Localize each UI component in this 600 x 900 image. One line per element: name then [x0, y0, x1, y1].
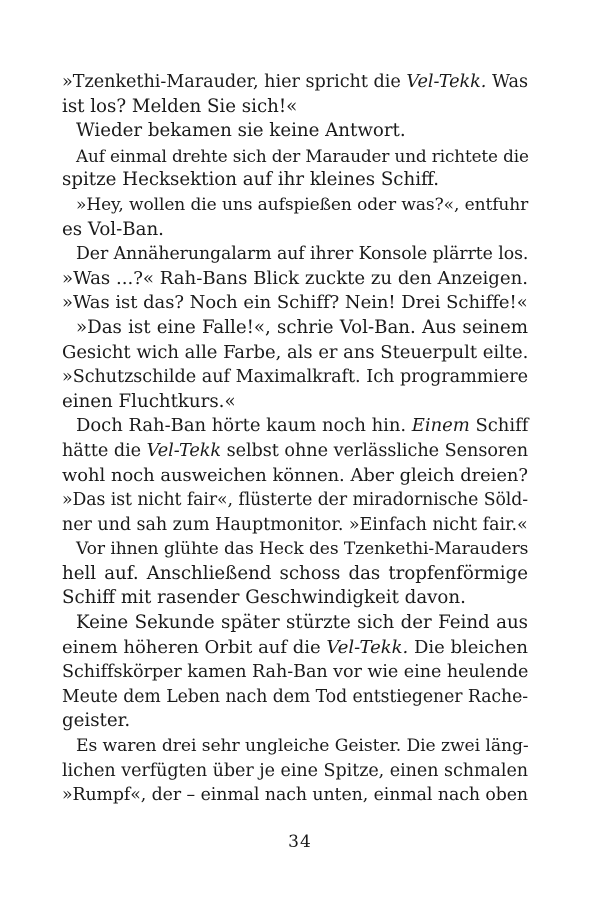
text-segment: »Was ist das? Noch ein Schiff? Nein! Drei Schiffe!«	[62, 292, 528, 314]
paragraph	[62, 537, 528, 611]
text-segment: Auf einmal drehte sich der Marauder und richtete die	[76, 145, 529, 166]
text-line	[62, 119, 528, 144]
text-line	[62, 168, 528, 193]
text-segment: Schiff	[469, 415, 529, 437]
text-line	[62, 611, 528, 636]
paragraph	[62, 144, 528, 193]
text-segment: ner und sah zum Hauptmonitor. »Einfach nicht fair.«	[62, 514, 528, 535]
paragraph	[62, 316, 528, 414]
text-segment: ist los? Melden Sie sich!«	[62, 95, 298, 117]
text-line	[62, 414, 528, 439]
text-line	[62, 267, 528, 292]
text-segment: selbst ohne verlässliche Sensoren	[220, 440, 529, 461]
text-line	[62, 439, 528, 464]
text-line	[62, 783, 528, 808]
text-segment: »Das ist nicht fair«, flüsterte der miradornische Söld-	[62, 490, 528, 511]
text-line	[62, 734, 528, 759]
paragraph	[62, 611, 528, 734]
text-line	[62, 316, 528, 341]
text-segment: spitze Hecksektion auf ihr kleines Schiff.	[62, 169, 440, 191]
paragraph	[62, 734, 528, 808]
text-segment: Wieder bekamen sie keine Antwort.	[76, 120, 406, 142]
text-line	[62, 291, 528, 316]
text-line	[62, 144, 528, 169]
text-line	[62, 759, 528, 784]
text-segment: Was	[486, 72, 528, 92]
text-segment: es Vol-Ban.	[62, 218, 164, 240]
paragraph	[62, 193, 528, 242]
text-segment: Meute dem Leben nach dem Tod entstiegener Rache-	[62, 686, 528, 707]
text-line	[62, 709, 528, 734]
text-segment: Die bleichen	[408, 636, 528, 658]
paragraph	[62, 119, 528, 144]
text-line	[62, 586, 528, 611]
text-line	[62, 365, 528, 390]
text-segment: Doch Rah-Ban hörte kaum noch hin.	[76, 415, 412, 437]
text-segment: einen Fluchtkurs.«	[62, 390, 236, 412]
text-segment: Vor ihnen glühte das Heck des Tzenkethi-Marauders	[76, 539, 529, 560]
paragraph	[62, 242, 528, 316]
italic-text: Vel-Tekk	[146, 440, 221, 461]
text-segment: einem höheren Orbit auf die	[62, 636, 327, 658]
text-line	[62, 95, 528, 120]
text-segment: Schiffskörper kamen Rah-Ban vor wie eine heulende	[62, 662, 529, 683]
text-line	[62, 464, 528, 489]
text-segment: Schiff mit rasender Geschwindigkeit davon.	[62, 587, 466, 609]
text-segment: hell auf. Anschließend schoss das tropfenförmige	[62, 562, 528, 584]
text-line	[62, 537, 528, 562]
book-page-body	[62, 70, 528, 808]
text-line	[62, 70, 528, 95]
text-segment: wohl noch ausweichen können. Aber gleich dreien?	[62, 464, 528, 486]
text-segment: Der Annäherungalarm auf ihrer Konsole plärrte los.	[76, 244, 529, 265]
text-segment: »Rumpf«, der – einmal nach unten, einmal nach oben	[62, 785, 528, 806]
text-segment: Keine Sekunde später stürzte sich der Feind aus	[76, 612, 528, 634]
text-line	[62, 218, 528, 243]
text-segment: »Tzenkethi-Marauder, hier spricht die	[62, 72, 407, 92]
text-line	[62, 660, 528, 685]
text-segment: Es waren drei sehr ungleiche Geister. Die zwei läng-	[76, 736, 529, 757]
text-line	[62, 636, 528, 661]
paragraph	[62, 70, 528, 119]
text-segment: »Was ...?« Rah-Bans Blick zuckte zu den Anzeigen.	[62, 267, 529, 289]
text-line	[62, 488, 528, 513]
text-segment: »Hey, wollen die uns aufspießen oder was?«, entfuhr	[76, 194, 529, 215]
paragraph	[62, 414, 528, 537]
italic-text: Vel-Tekk.	[406, 72, 487, 92]
text-line	[62, 341, 528, 366]
page-number: 34	[288, 832, 312, 852]
text-segment: »Das ist eine Falle!«, schrie Vol-Ban. Aus seinem	[76, 316, 528, 338]
text-line	[62, 513, 528, 538]
text-line	[62, 390, 528, 415]
text-segment: lichen verfügten über je eine Spitze, einen schmalen	[62, 760, 528, 781]
text-line	[62, 193, 528, 218]
text-segment: geister.	[62, 710, 131, 732]
text-line	[62, 242, 528, 267]
italic-text: Einem	[411, 415, 470, 437]
text-segment: »Schutzschilde auf Maximalkraft. Ich programmiere	[62, 367, 528, 388]
text-segment: Gesicht wich alle Farbe, als er ans Steuerpult eilte.	[62, 341, 529, 363]
text-segment: hätte die	[62, 440, 147, 461]
italic-text: Vel-Tekk.	[326, 636, 409, 658]
text-line	[62, 685, 528, 710]
text-line	[62, 562, 528, 587]
